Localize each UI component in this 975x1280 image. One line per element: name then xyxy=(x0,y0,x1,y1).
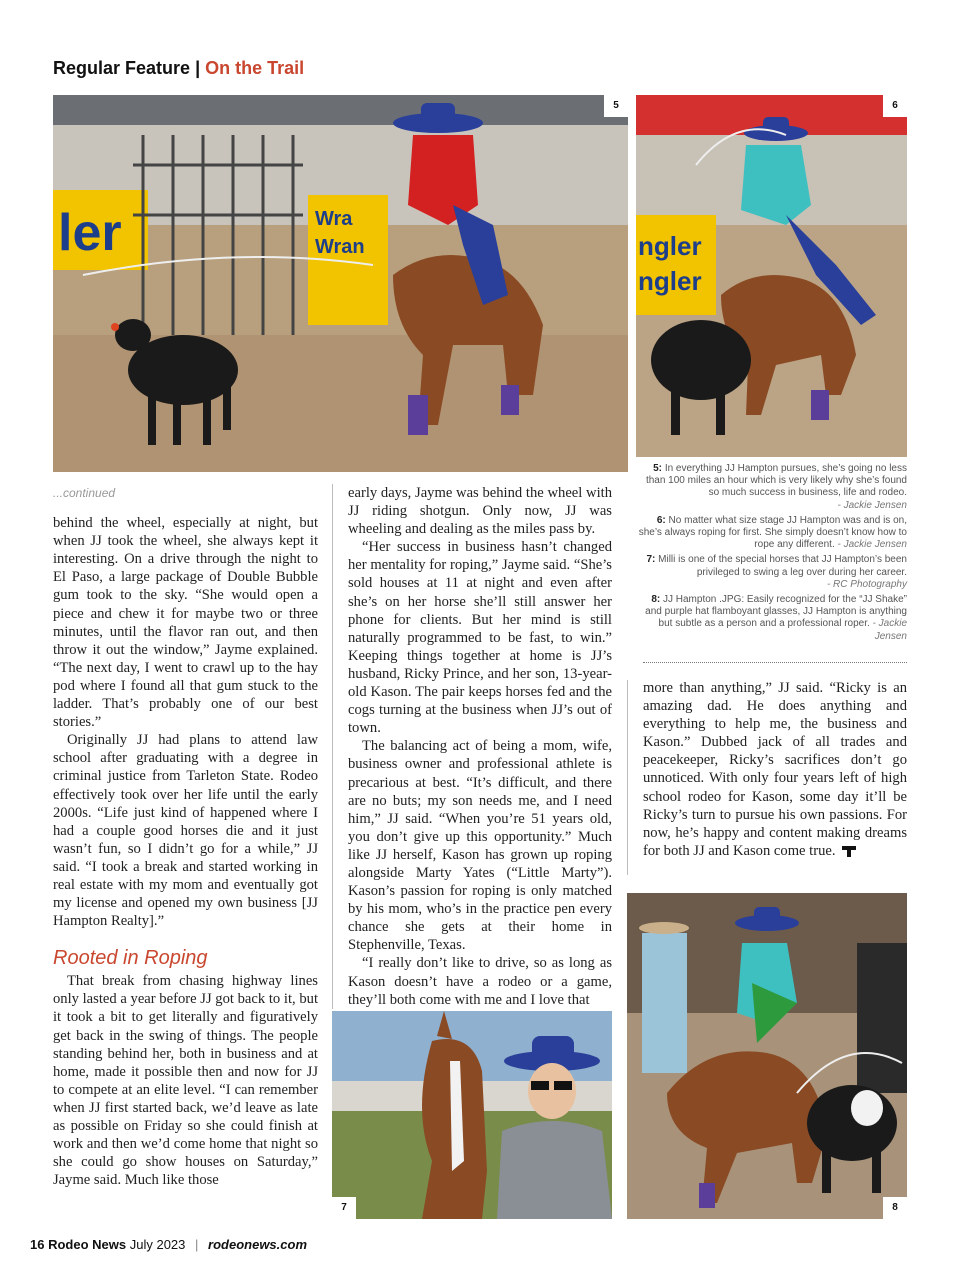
svg-text:Wran: Wran xyxy=(315,236,365,258)
photo-5 xyxy=(53,95,628,472)
caption-5 xyxy=(636,463,907,512)
column-1-paragraph-1: behind the wheel, especially at night, but when JJ took the wheel, she always kept it interesting. On a drive through the night to El Paso, a large package of Double Bubble gum took to the sky. “She would open a piece and chew it for maybe two or three minutes, until the flavor ran out, and then throw it out the window,” Jayme explained. “The next day, I went to crawl up to the hay pod where I found all that gum stuck to the ladder. That’s probably one of our best stories.” xyxy=(53,515,318,731)
issue-date: July 2023 xyxy=(129,1237,186,1252)
caption-5-credit: - Jackie Jensen xyxy=(837,499,907,511)
caption-7-number: 7: xyxy=(646,554,656,566)
roper-turquoise-arena-photo-icon xyxy=(627,893,907,1219)
svg-text:ngler: ngler xyxy=(638,231,702,261)
header-divider: | xyxy=(195,58,201,78)
caption-7 xyxy=(636,554,907,591)
column-2-paragraph-2: “Her success in business hasn’t changed her mentality for roping,” Jayme said. “She’s sold houses at 11 at night and even after she’s on her horse she’ll still answer her phone for clients. But her mind is still naturally programmed to be fast, to win.” Keeping things together at home is JJ’s husband, Ricky Prince, and her son, 13-year-old Kason. The pair keeps horses fed and the cogs turning at the business when JJ’s out of town. xyxy=(348,539,612,737)
column-divider-1 xyxy=(332,484,333,1009)
page-header xyxy=(53,58,304,79)
photo-captions xyxy=(636,463,907,646)
section-title: On the Trail xyxy=(205,58,305,78)
photo-5-number: 5 xyxy=(604,95,628,117)
column-3-text: more than anything,” JJ said. “Ricky is an amazing dad. He does anything and everything to help me, the business and Kason.” Dubbed jack of all trades and peacekeeper, Ricky’s sacrifices don’t go unnoticed. With only four years left of high school rodeo for Kason, some day it’ll be Ricky’s turn to pursue his own passions. For now, he’s happy and content making dreams for both JJ and Kason come true. xyxy=(643,680,907,859)
column-2-paragraph-3: The balancing act of being a mom, wife, business owner and professional athlete is precarious at best. “It’s difficult, and there are no buts; my son needs me, and I need him,” JJ said. “When you’re 51 years old, you don’t give up this opportunity.” Much like JJ herself, Kason has grown up roping alongside Marty Yates (“Little Marty”). Kason’s passion for roping is only matched by his mom, who’s in the practice pen every chance she gets at their home in Stephenville, Texas. xyxy=(348,738,612,954)
caption-divider xyxy=(643,662,907,663)
magazine-name: Rodeo News xyxy=(48,1237,127,1252)
continued-label: ...continued xyxy=(53,486,116,500)
caption-5-text: In everything JJ Hampton pursues, she’s going no less than 100 miles an hour which is very likely why she’s found so much success in business, life and rodeo. xyxy=(645,463,907,499)
caption-6-text: No matter what size stage JJ Hampton was and is on, she’s always roping for first. She simply doesn’t know how to rope any different. xyxy=(638,514,907,551)
header-label: Regular Feature xyxy=(53,58,191,78)
caption-7-credit: - RC Photography xyxy=(826,578,907,590)
svg-text:ngler: ngler xyxy=(638,266,702,296)
caption-8-credit: - Jackie Jensen xyxy=(872,618,907,642)
photo-8-number: 8 xyxy=(883,1197,907,1219)
column-1-paragraph-3: That break from chasing highway lines only lasted a year before JJ got back to it, but it took a bit to get literally and figuratively get back in the swing of things. The people standing behind her, both in business and at home, made it possible then and now for JJ to compete at an elite level. “I can remember when JJ first started back, we’d leave as late as possible on Friday so she could finish at work and then we’d come home that night so she could go show houses on Saturday,” Jayme said. Much like those xyxy=(53,973,318,1189)
roper-red-shirt-photo-icon xyxy=(53,95,628,472)
article-column-3 xyxy=(643,679,907,860)
column-1-paragraph-2: Originally JJ had plans to attend law school after graduating with a degree in criminal justice from Tarleton State. Rodeo effectively took over her life until the early 2000s. “Life just kind of happened where I had a couple good horses die and it just wasn’t fun, so I didn’t go for a while,” JJ said. “I took a break and started working in real estate with my mom and eventually got my license and opened my own business [JJ Hampton Realty].” xyxy=(53,732,318,930)
caption-6-credit: - Jackie Jensen xyxy=(837,539,907,551)
photo-6-number: 6 xyxy=(883,95,907,117)
portrait-with-horse-photo-icon xyxy=(332,1011,612,1219)
caption-8 xyxy=(636,594,907,643)
caption-8-number: 8: xyxy=(651,594,661,606)
column-3-paragraph-1 xyxy=(643,679,907,860)
footer-divider: | xyxy=(195,1237,199,1252)
page-number: 16 xyxy=(30,1237,45,1252)
svg-text:Wra: Wra xyxy=(315,208,353,230)
caption-6-number: 6: xyxy=(656,514,666,526)
photo-7 xyxy=(332,1011,612,1219)
svg-text:ler: ler xyxy=(58,204,122,262)
photo-7-number: 7 xyxy=(332,1197,356,1219)
column-2-paragraph-1: early days, Jayme was behind the wheel with JJ riding shotgun. Only now, JJ was wheeling and dealing as the miles pass by. xyxy=(348,485,612,538)
photo-6 xyxy=(636,95,907,457)
caption-6 xyxy=(636,515,907,552)
article-column-2 xyxy=(348,484,612,1009)
roper-turquoise-shirt-photo-icon xyxy=(636,95,907,457)
caption-8-text: JJ Hampton .JPG: Easily recognized for the “JJ Shake” and purple hat flamboyant glasses, JJ Hampton is anything but subtle as a person and a professional roper. xyxy=(645,594,907,630)
section-subheading: Rooted in Roping xyxy=(53,947,208,970)
website-link[interactable]: rodeonews.com xyxy=(208,1237,307,1252)
end-mark-icon xyxy=(842,846,856,857)
column-2-paragraph-4: “I really don’t like to drive, so as long as Kason doesn’t have a rodeo or a game, they’ll both come with me and I love that xyxy=(348,955,612,1008)
caption-5-number: 5: xyxy=(653,463,663,474)
article-column-1 xyxy=(53,484,318,1189)
caption-7-text: Milli is one of the special horses that JJ Hampton’s been privileged to swing a leg over during her career. xyxy=(658,554,907,578)
page-footer xyxy=(30,1237,307,1252)
photo-8 xyxy=(627,893,907,1219)
column-divider-2 xyxy=(627,680,628,875)
